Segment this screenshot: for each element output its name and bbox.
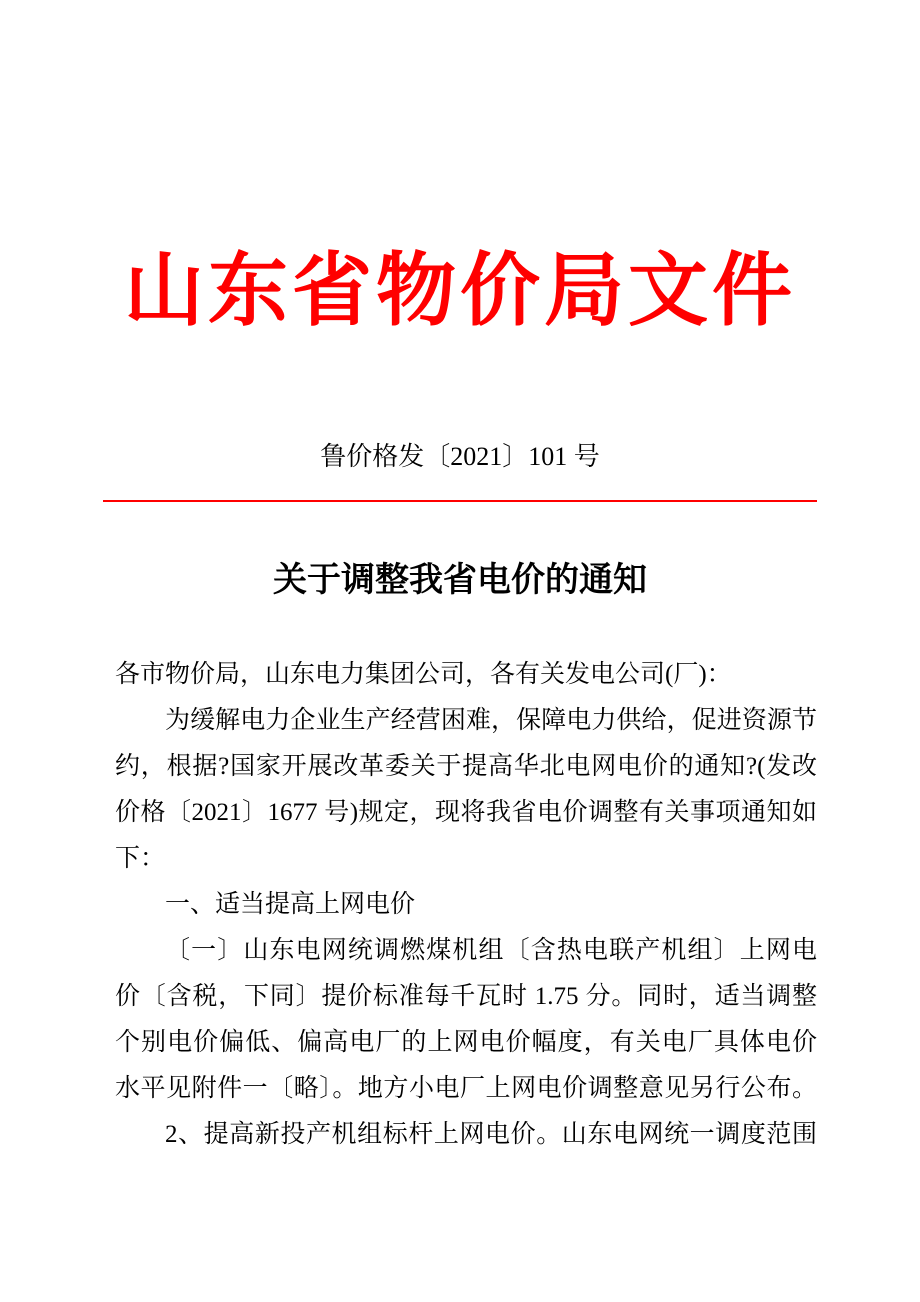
doc-number: 鲁价格发〔2021〕101 号 xyxy=(320,442,600,471)
document-body xyxy=(115,652,817,1158)
body-line: 2、提高新投产机组标杆上网电价。山东电网统一调度范围 xyxy=(165,1121,817,1148)
body-line: 个别电价偏低、偏高电厂的上网电价幅度，有关电厂具体电价 xyxy=(115,1029,817,1056)
body-line: 约，根据?国家开展改革委关于提高华北电网电价的通知?(发改 xyxy=(115,753,817,780)
document-title: 关于调整我省电价的通知 xyxy=(273,562,647,599)
body-line-salutation: 各市物价局，山东电力集团公司，各有关发电公司(厂)： xyxy=(115,661,732,688)
red-separator-line xyxy=(103,500,817,502)
body-line: 价格〔2021〕1677 号)规定，现将我省电价调整有关事项通知如 xyxy=(115,799,817,826)
body-line: 〔一〕山东电网统调燃煤机组〔含热电联产机组〕上网电 xyxy=(165,937,817,964)
body-line: 水平见附件一〔略〕。地方小电厂上网电价调整意见另行公布。 xyxy=(115,1075,817,1102)
body-line: 为缓解电力企业生产经营困难，保障电力供给，促进资源节 xyxy=(165,707,817,734)
body-line: 价〔含税，下同〕提价标准每千瓦时 1.75 分。同时，适当调整 xyxy=(115,983,817,1010)
body-line-section-heading: 一、适当提高上网电价 xyxy=(165,891,416,918)
body-line: 下： xyxy=(115,845,166,872)
agency-header: 山东省物价局文件 xyxy=(124,248,796,336)
